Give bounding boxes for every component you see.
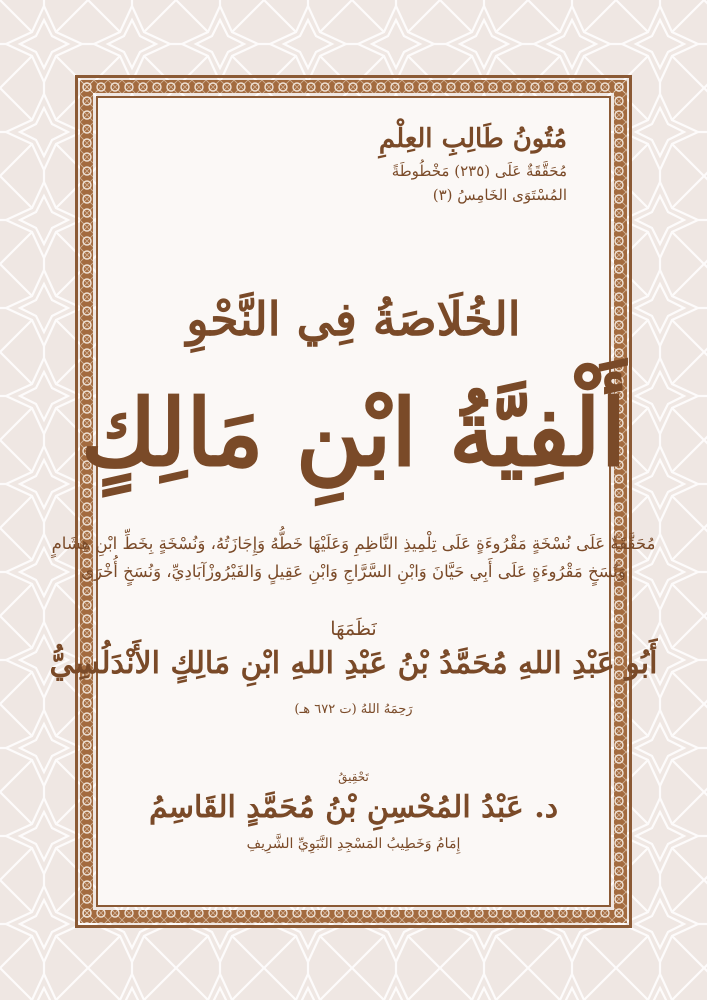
series-subtitle: مُحَقَّقَةٌ عَلَى (٢٣٥) مَخْطُوطَةً (391, 162, 567, 180)
editor-name: د. عَبْدُ المُحْسِنِ بْنُ مُحَمَّدٍ القَاسِمُ (148, 790, 559, 825)
editor-label: تَحْقِيقُ (338, 770, 369, 784)
series-name: مُتُونُ طَالِبِ العِلْمِ (378, 124, 567, 154)
editor-role: إِمَامُ وَخَطِيبُ المَسْجِدِ النَّبَوِيِّ الشَّرِيفِ (246, 836, 461, 852)
author-name: أَبُو عَبْدِ اللهِ مُحَمَّدُ بْنُ عَبْدِ اللهِ ابْنِ مَالِكٍ الأَنْدَلُسِيُّ (49, 646, 658, 681)
manuscript-description-line-1: مُحَقَّقَةٌ عَلَى نُسْخَةٍ مَقْرُوءَةٍ عَلَى تِلْمِيذِ النَّاظِمِ وَعَلَيْهَا خَطُّهُ وَإِجَازَتُهُ، وَنُسْخَةٍ بِخَطِّ ابْنِ هِشَامٍ (51, 534, 656, 553)
book-subtitle: الخُلَاصَةُ فِي النَّحْوِ (186, 292, 521, 346)
book-title: أَلْفِيَّةُ ابْنِ مَالِكٍ (80, 379, 627, 487)
versified-by-label: نَظَمَهَا (330, 618, 377, 640)
series-level: المُسْتَوَى الخَامِسُ (٣) (432, 186, 567, 204)
author-death-date: رَحِمَهُ اللهُ (ت ٦٧٢ هـ) (294, 702, 413, 717)
manuscript-description-line-2: وَنُسَخٍ مَقْرُوءَةٍ عَلَى أَبِي حَيَّانَ وَابْنِ السَّرَّاجِ وَابْنِ عَقِيلٍ وَالفَيْرُوزْآبَادِيِّ، وَنُسَخٍ أُخْرَى (81, 562, 626, 581)
